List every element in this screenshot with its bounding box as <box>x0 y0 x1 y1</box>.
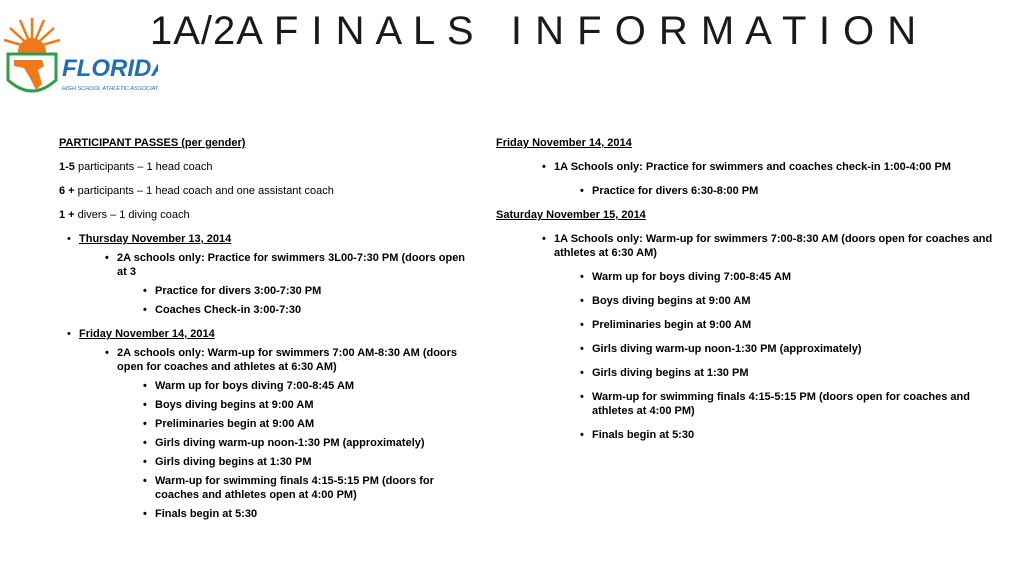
list-item <box>143 507 471 521</box>
fhsaa-logo <box>2 14 158 102</box>
list-item <box>580 390 1001 418</box>
pass-text: participants – 1 head coach and one assistant coach <box>74 185 334 197</box>
pass-rule <box>59 184 471 198</box>
bullet-icon: • <box>542 233 546 245</box>
bullet-icon: • <box>143 380 147 392</box>
friday-item: Girls diving begins at 1:30 PM <box>155 456 312 468</box>
bullet-icon: • <box>143 475 147 487</box>
list-item <box>542 232 1001 260</box>
bullet-icon: • <box>542 161 546 173</box>
pass-count: 1 + <box>59 209 75 221</box>
bullet-icon: • <box>143 437 147 449</box>
list-item <box>580 318 1001 332</box>
list-item <box>580 342 1001 356</box>
list-item <box>143 455 471 469</box>
friday-item: Preliminaries begin at 9:00 AM <box>155 418 315 430</box>
pass-count: 1-5 <box>59 161 75 173</box>
pass-rule <box>59 208 471 222</box>
bullet-icon: • <box>580 367 584 379</box>
bullet-icon: • <box>67 233 71 245</box>
saturday-item: Boys diving begins at 9:00 AM <box>592 295 751 307</box>
bullet-icon: • <box>143 304 147 316</box>
thursday-date: Thursday November 13, 2014 <box>79 233 232 245</box>
list-item <box>105 346 471 374</box>
list-item <box>143 303 471 317</box>
right-friday-sub: Practice for divers 6:30-8:00 PM <box>592 185 759 197</box>
pass-count: 6 + <box>59 185 75 197</box>
pass-text: divers – 1 diving coach <box>74 209 190 221</box>
friday-item: Warm-up for swimming finals 4:15-5:15 PM (doors for coaches and athletes open at 4:00 PM) <box>155 475 434 501</box>
bullet-icon: • <box>143 508 147 520</box>
list-item <box>542 160 1001 174</box>
saturday-item: Warm-up for swimming finals 4:15-5:15 PM (doors open for coaches and athletes at 4:00 PM) <box>592 391 970 417</box>
bullet-icon: • <box>143 418 147 430</box>
friday-item: Warm up for boys diving 7:00-8:45 AM <box>155 380 355 392</box>
list-item <box>143 474 471 502</box>
friday-item: Finals begin at 5:30 <box>155 508 258 520</box>
pass-rule <box>59 160 471 174</box>
list-item <box>143 436 471 450</box>
bullet-icon: • <box>580 343 584 355</box>
list-item <box>67 232 471 246</box>
list-item <box>143 417 471 431</box>
list-item <box>143 284 471 298</box>
bullet-icon: • <box>105 347 109 359</box>
thursday-item: Practice for divers 3:00-7:30 PM <box>155 285 322 297</box>
bullet-icon: • <box>143 456 147 468</box>
list-item <box>105 251 471 279</box>
logo-subtitle: HIGH SCHOOL ATHLETIC ASSOCIATION <box>62 86 158 92</box>
thursday-main: 2A schools only: Practice for swimmers 3L00-7:30 PM (doors open at 3 <box>117 252 466 278</box>
thursday-item: Coaches Check-in 3:00-7:30 <box>155 304 302 316</box>
bullet-icon: • <box>105 252 109 264</box>
bullet-icon: • <box>580 319 584 331</box>
list-item <box>143 398 471 412</box>
bullet-icon: • <box>580 429 584 441</box>
list-item <box>67 327 471 341</box>
bullet-icon: • <box>580 391 584 403</box>
list-item <box>143 379 471 393</box>
saturday-date: Saturday November 15, 2014 <box>496 209 646 221</box>
friday-main: 2A schools only: Warm-up for swimmers 7:00 AM-8:30 AM (doors open for coaches and athletes at 6:30 AM) <box>117 347 458 373</box>
florida-logo-graphic <box>2 14 158 102</box>
right-friday-main: 1A Schools only: Practice for swimmers and coaches check-in 1:00-4:00 PM <box>554 161 951 173</box>
list-item <box>580 270 1001 284</box>
list-item <box>580 366 1001 380</box>
slide-title: 1A/2A F I N A L S I N F O R M A T I O N <box>150 9 918 53</box>
bullet-icon: • <box>67 328 71 340</box>
logo-wordmark: FLORIDA <box>62 55 158 82</box>
right-column <box>496 136 1001 452</box>
saturday-item: Warm up for boys diving 7:00-8:45 AM <box>592 271 792 283</box>
saturday-item: Girls diving begins at 1:30 PM <box>592 367 749 379</box>
pass-text: participants – 1 head coach <box>74 161 213 173</box>
saturday-item: Girls diving warm-up noon-1:30 PM (approximately) <box>592 343 862 355</box>
saturday-main: 1A Schools only: Warm-up for swimmers 7:00-8:30 AM (doors open for coaches and athletes at 6:30 AM) <box>554 233 993 259</box>
saturday-item: Preliminaries begin at 9:00 AM <box>592 319 752 331</box>
friday-date: Friday November 14, 2014 <box>79 328 215 340</box>
list-item <box>580 294 1001 308</box>
friday-item: Boys diving begins at 9:00 AM <box>155 399 314 411</box>
bullet-icon: • <box>580 185 584 197</box>
bullet-icon: • <box>580 271 584 283</box>
left-column <box>59 136 471 526</box>
bullet-icon: • <box>580 295 584 307</box>
list-item <box>580 184 1001 198</box>
bullet-icon: • <box>143 285 147 297</box>
friday-item: Girls diving warm-up noon-1:30 PM (approximately) <box>155 437 425 449</box>
bullet-icon: • <box>143 399 147 411</box>
list-item <box>580 428 1001 442</box>
right-friday-date: Friday November 14, 2014 <box>496 137 632 149</box>
participant-passes-heading: PARTICIPANT PASSES (per gender) <box>59 137 246 149</box>
saturday-item: Finals begin at 5:30 <box>592 429 695 441</box>
